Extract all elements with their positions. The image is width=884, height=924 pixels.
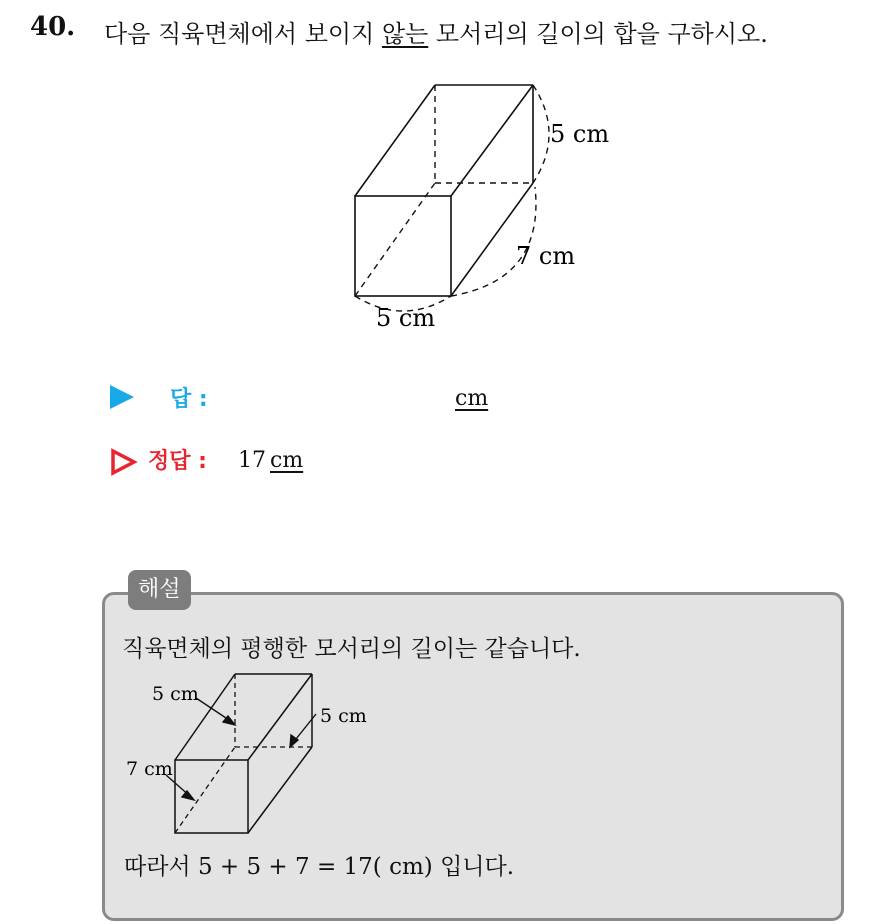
edge-bottom-right bbox=[451, 183, 533, 296]
correct-answer-number: 17 bbox=[238, 448, 266, 473]
question-text-part1: 다음 직육면체에서 보이지 bbox=[104, 20, 382, 48]
correct-answer-label: 정답 : bbox=[148, 449, 207, 474]
explanation-cuboid-figure bbox=[118, 672, 388, 842]
answer-unit: cm bbox=[455, 386, 489, 411]
explanation-label-right: 5 cm bbox=[320, 705, 367, 727]
edge-top-right bbox=[451, 85, 533, 196]
explanation-line-2: 따라서 5 + 5 + 7 = 17( cm) 입니다. bbox=[124, 854, 515, 880]
cuboid-figure bbox=[330, 70, 630, 340]
arrowhead-3-icon bbox=[182, 791, 194, 800]
question-number: 40. bbox=[30, 12, 76, 42]
front-face bbox=[355, 196, 451, 296]
explanation-edge-bottom-right bbox=[248, 747, 312, 833]
label-depth: 7 cm bbox=[516, 242, 576, 270]
label-height: 5 cm bbox=[550, 120, 610, 148]
correct-answer-value bbox=[238, 448, 303, 473]
height-arc bbox=[533, 85, 549, 183]
question-text-part2: 모서리의 길이의 합을 구하시오. bbox=[428, 20, 768, 48]
answer-arrow-icon bbox=[110, 385, 134, 409]
explanation-tag: 해설 bbox=[128, 570, 191, 610]
explanation-label-top-left: 5 cm bbox=[152, 683, 199, 705]
correct-answer-arrow-icon bbox=[110, 448, 138, 476]
answer-label: 답 : bbox=[170, 387, 208, 412]
question-text-emphasis: 않는 bbox=[381, 20, 429, 48]
hidden-edge-diagonal bbox=[355, 183, 435, 296]
explanation-label-left: 7 cm bbox=[126, 758, 173, 780]
label-width: 5 cm bbox=[376, 304, 436, 332]
edge-top-left bbox=[355, 85, 435, 196]
correct-answer-unit: cm bbox=[270, 448, 304, 473]
arrowhead-2-icon bbox=[290, 735, 298, 747]
question-text bbox=[104, 14, 768, 49]
explanation-line-1: 직육면체의 평행한 모서리의 길이는 같습니다. bbox=[122, 636, 581, 662]
